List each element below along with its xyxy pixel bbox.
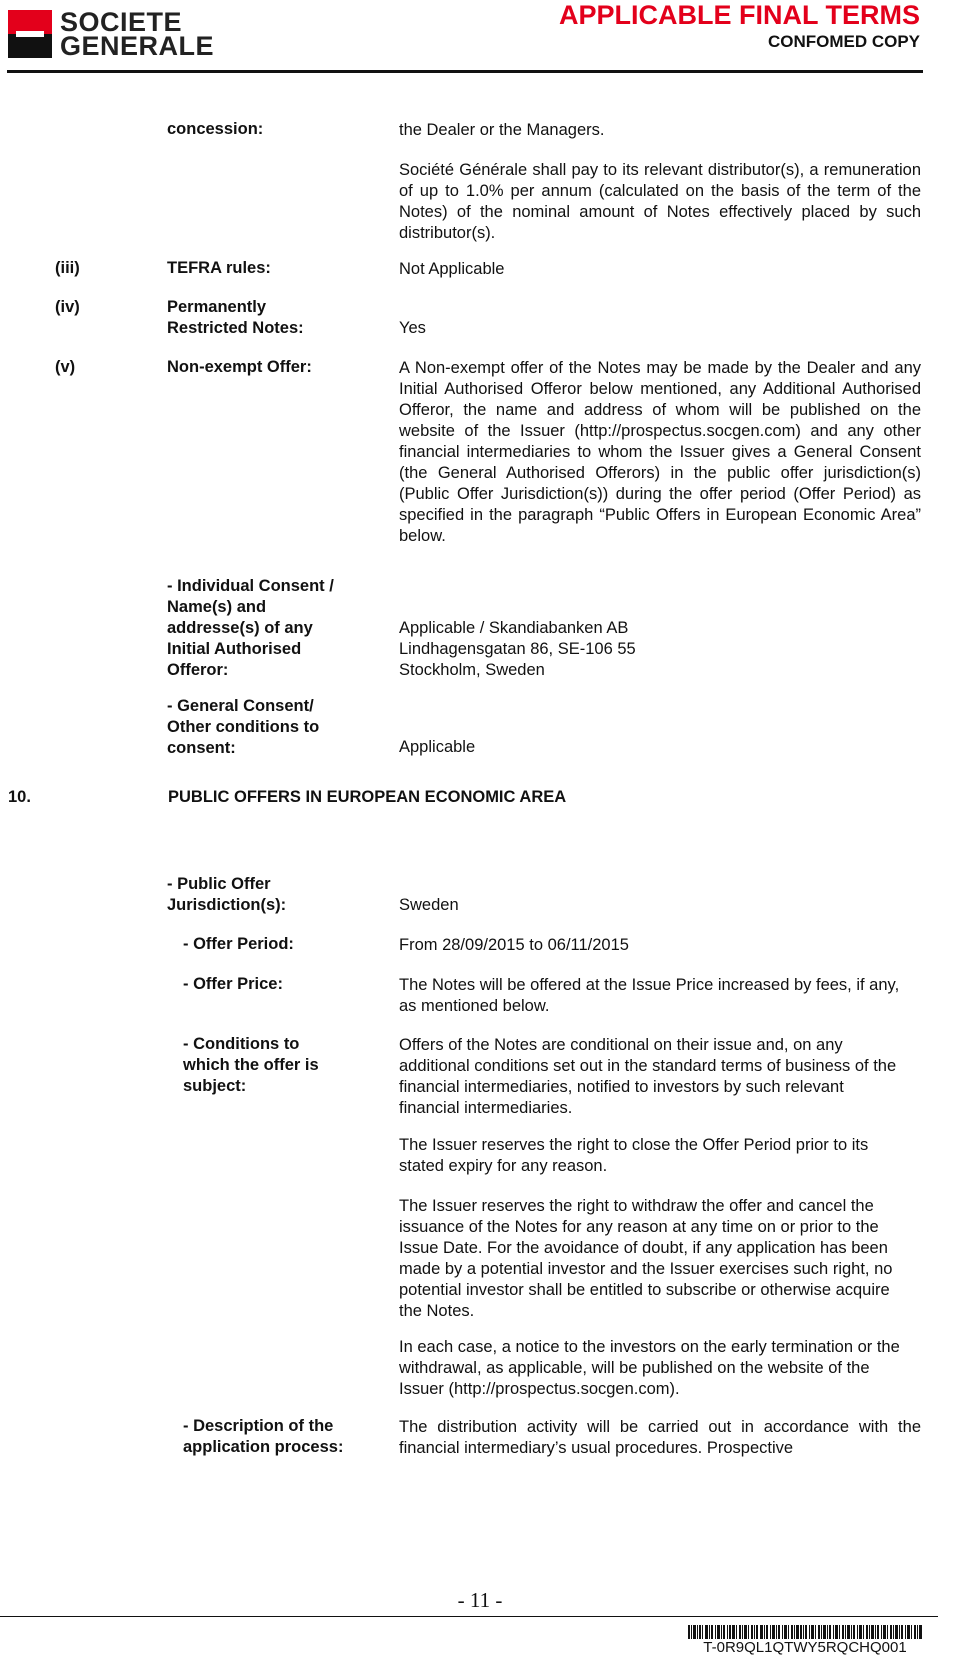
item-number-v: (v) — [55, 358, 76, 376]
general-consent-label: - General Consent/ Other conditions to consent: — [167, 697, 320, 757]
general-consent-value: Applicable — [399, 738, 476, 756]
nonexempt-label: Non-exempt Offer: — [167, 358, 312, 376]
page-number: - 11 - — [457, 1588, 503, 1612]
header-divider — [7, 70, 923, 73]
concession-label: concession: — [167, 120, 264, 138]
section-number: 10. — [8, 788, 31, 806]
concession-value-2: Société Générale shall pay to its relevant distributor(s), a remuneration of up to 1.0% per annum (calculated on the basis of the term of the Notes) of the nominal amount of Notes effectively placed by such distributor(s). — [399, 161, 921, 242]
conditions-paragraph-1: Offers of the Notes are conditional on their issue and, on any additional conditions set out in the standard terms of business of the financial intermediaries, notified to investors by such relevant financial intermediaries. — [399, 1036, 897, 1117]
tefra-label: TEFRA rules: — [167, 259, 271, 277]
application-process-value: The distribution activity will be carried out in accordance with the financial intermediary’s usual procedures. Prospective — [399, 1418, 921, 1457]
offer-period-value: From 28/09/2015 to 06/11/2015 — [399, 936, 629, 954]
offer-period-label: - Offer Period: — [183, 935, 294, 953]
conditions-paragraph-4: In each case, a notice to the investors on the early termination or the withdrawal, as applicable, will be published on the website of the Issuer (http://prospectus.socgen.com). — [399, 1338, 900, 1398]
application-process-label: - Description of the application process: — [183, 1417, 344, 1456]
nonexempt-value: A Non-exempt offer of the Notes may be made by the Dealer and any Initial Authorised Offeror below mentioned, any Additional Authorised Offeror, the name and address of whom will be published on the website of the Issuer (http://prospectus.socgen.com) and any other financial intermediaries to whom the Issuer gives a General Consent (the General Authorised Offerors) in the public offer jurisdiction(s) (Public Offer Jurisdiction(s)) during the offer period (Offer Period) as specified in the paragraph “Public Offers in European Economic Area” below. — [399, 359, 921, 545]
conditions-paragraph-3: The Issuer reserves the right to withdraw the offer and cancel the issuance of the Notes for any reason at any time on or prior to the Issue Date. For the avoidance of doubt, if any application has been made by a potential investor and the Issuer exercises such right, no potential investor shall be entitled to subscribe or otherwise acquire the Notes. — [399, 1197, 893, 1320]
document-id: T-0R9QL1QTWY5RQCHQ001 — [703, 1639, 907, 1656]
restricted-notes-value: Yes — [399, 319, 426, 337]
conditions-label: - Conditions to which the offer is subject: — [183, 1035, 319, 1095]
concession-value-1: the Dealer or the Managers. — [399, 121, 605, 139]
document-subtitle: CONFOMED COPY — [767, 32, 920, 51]
restricted-notes-label: Permanently Restricted Notes: — [167, 298, 304, 337]
individual-consent-value: Applicable / Skandiabanken AB Lindhagensgatan 86, SE-106 55 Stockholm, Sweden — [399, 619, 636, 679]
individual-consent-label: - Individual Consent / Name(s) and addresse(s) of any Initial Authorised Offeror: — [167, 577, 334, 679]
item-number-iii: (iii) — [55, 259, 80, 277]
item-number-iv: (iv) — [55, 298, 80, 316]
section-title: PUBLIC OFFERS IN EUROPEAN ECONOMIC AREA — [168, 788, 567, 806]
jurisdiction-label: - Public Offer Jurisdiction(s): — [167, 875, 287, 914]
tefra-value: Not Applicable — [399, 260, 505, 278]
offer-price-label: - Offer Price: — [183, 975, 283, 993]
logo-wordmark: SOCIETE GENERALE — [60, 7, 215, 61]
document-title: APPLICABLE FINAL TERMS — [558, 0, 920, 30]
conditions-paragraph-2: The Issuer reserves the right to close the Offer Period prior to its stated expiry for any reason. — [399, 1136, 869, 1175]
barcode-icon — [688, 1625, 922, 1639]
footer-divider — [0, 1616, 938, 1617]
jurisdiction-value: Sweden — [399, 896, 459, 914]
offer-price-value: The Notes will be offered at the Issue Price increased by fees, if any, as mentioned below. — [399, 976, 900, 1015]
logo-mark-icon — [8, 10, 52, 58]
